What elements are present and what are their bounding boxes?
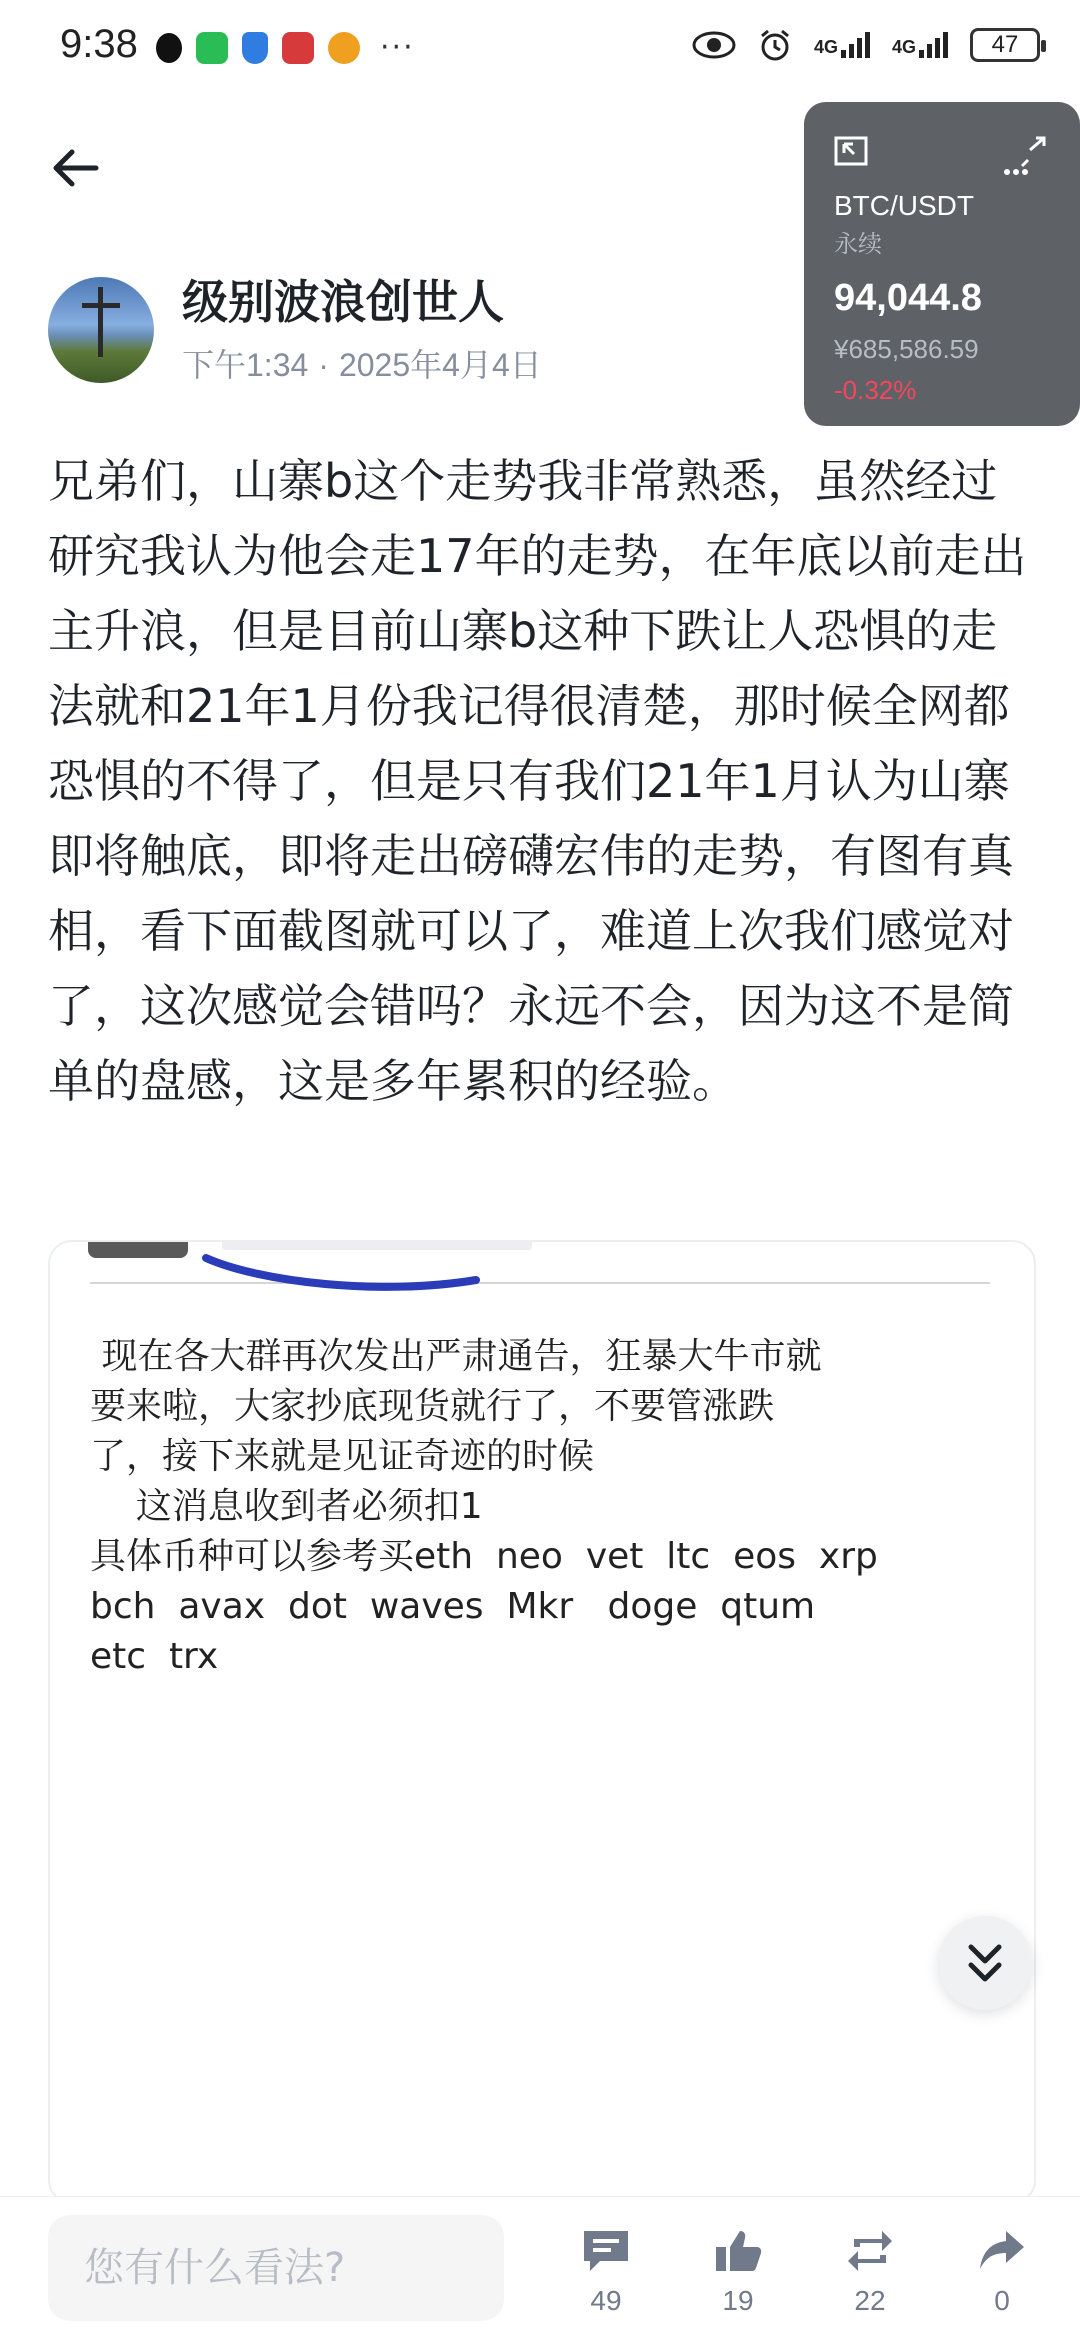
signal-indicator-1 xyxy=(814,32,870,58)
expand-icon[interactable] xyxy=(1004,136,1050,176)
post-timestamp xyxy=(182,340,542,386)
status-time: 9:38 xyxy=(60,22,138,66)
image-crop-header xyxy=(88,1240,188,1258)
image-text-block xyxy=(90,1332,1010,1682)
arrow-left-icon xyxy=(48,140,104,196)
repost-button[interactable] xyxy=(830,2227,910,2317)
eye-icon xyxy=(692,30,736,60)
scroll-down-button[interactable] xyxy=(938,1916,1032,2010)
network-type-2: 4G xyxy=(891,37,916,57)
signal-bars-icon xyxy=(919,32,948,58)
ticker-change: -0.32% xyxy=(834,375,917,405)
post-author xyxy=(48,274,542,386)
double-chevron-down-icon xyxy=(965,1941,1005,1985)
status-right xyxy=(692,28,1040,62)
share-button[interactable] xyxy=(962,2227,1042,2317)
image-text-line: 了，接下来就是见证奇迹的时候 xyxy=(90,1436,595,1477)
repost-icon xyxy=(844,2227,896,2275)
bottom-action-bar xyxy=(0,2196,1080,2341)
back-button[interactable] xyxy=(48,140,104,196)
ticker-pair: BTC/USDT xyxy=(834,190,974,221)
repost-count: 22 xyxy=(854,2285,886,2316)
thumbs-up-icon xyxy=(712,2227,764,2275)
image-text-line: 要来啦，大家抄底现货就行了，不要管涨跌 xyxy=(90,1386,775,1427)
ticker-price-cny: ¥685,586.59 xyxy=(834,334,979,364)
meta-separator: · xyxy=(318,347,329,383)
image-text-line: bch avax dot waves Mkr doge qtum xyxy=(90,1586,816,1627)
more-notifications: ··· xyxy=(380,30,415,65)
ticker-controls xyxy=(834,130,1050,190)
like-count: 19 xyxy=(722,2285,754,2316)
comment-icon xyxy=(580,2227,632,2275)
wechat-icon xyxy=(196,32,228,64)
network-type-1: 4G xyxy=(813,37,838,57)
signal-indicator-2 xyxy=(892,32,948,58)
status-bar xyxy=(0,0,1080,100)
author-name[interactable]: 级别波浪创世人 xyxy=(182,275,504,329)
share-count: 0 xyxy=(994,2285,1010,2316)
comment-button[interactable] xyxy=(566,2227,646,2317)
image-text-line: etc trx xyxy=(90,1636,219,1677)
post-date: 2025年4月4日 xyxy=(338,347,542,383)
weibo-icon xyxy=(328,32,360,64)
floating-price-ticker[interactable] xyxy=(804,102,1080,426)
image-text-line: 具体币种可以参考买eth neo vet ltc eos xrp xyxy=(90,1536,878,1577)
alarm-icon xyxy=(758,28,792,62)
comment-count: 49 xyxy=(590,2285,622,2316)
ticker-price: 94,044.8 xyxy=(834,277,982,319)
post-body-text: 兄弟们，山寨b这个走势我非常熟悉，虽然经过研究我认为他会走17年的走势，在年底以前走出主升浪，但是目前山寨b这种下跌让人恐惧的走法就和21年1月份我记得很清楚，那时候全网都恐惧的不得了，但是只有我们21年1月认为山寨即将触底，即将走出磅礴宏伟的走势，有图有真相，看下面截图就可以了，难道上次我们感觉对了，这次感觉会错吗？永远不会，因为这不是简单的盘感，这是多年累积的经验。 xyxy=(48,454,1027,1108)
qq-icon xyxy=(156,33,182,63)
post-time: 下午1:34 xyxy=(182,347,309,383)
battery-indicator: 47 xyxy=(970,28,1040,62)
minimize-window-icon[interactable] xyxy=(834,134,870,168)
shield-icon xyxy=(242,32,268,64)
signal-bars-icon xyxy=(841,32,870,58)
avatar[interactable] xyxy=(48,277,154,383)
ticker-contract-type: 永续 xyxy=(834,231,882,258)
image-crop-text xyxy=(222,1240,532,1250)
status-app-icons xyxy=(156,30,415,65)
post-image[interactable] xyxy=(48,1240,1036,2204)
pen-underline-mark xyxy=(200,1252,500,1302)
comment-input[interactable] xyxy=(48,2215,504,2321)
share-icon xyxy=(976,2227,1028,2275)
image-text-line: 这消息收到者必须扣1 xyxy=(90,1486,483,1527)
like-button[interactable] xyxy=(698,2227,778,2317)
author-info xyxy=(182,274,542,386)
huawei-icon xyxy=(282,32,314,64)
image-text-line: 现在各大群再次发出严肃通告，狂暴大牛市就 xyxy=(90,1336,822,1377)
